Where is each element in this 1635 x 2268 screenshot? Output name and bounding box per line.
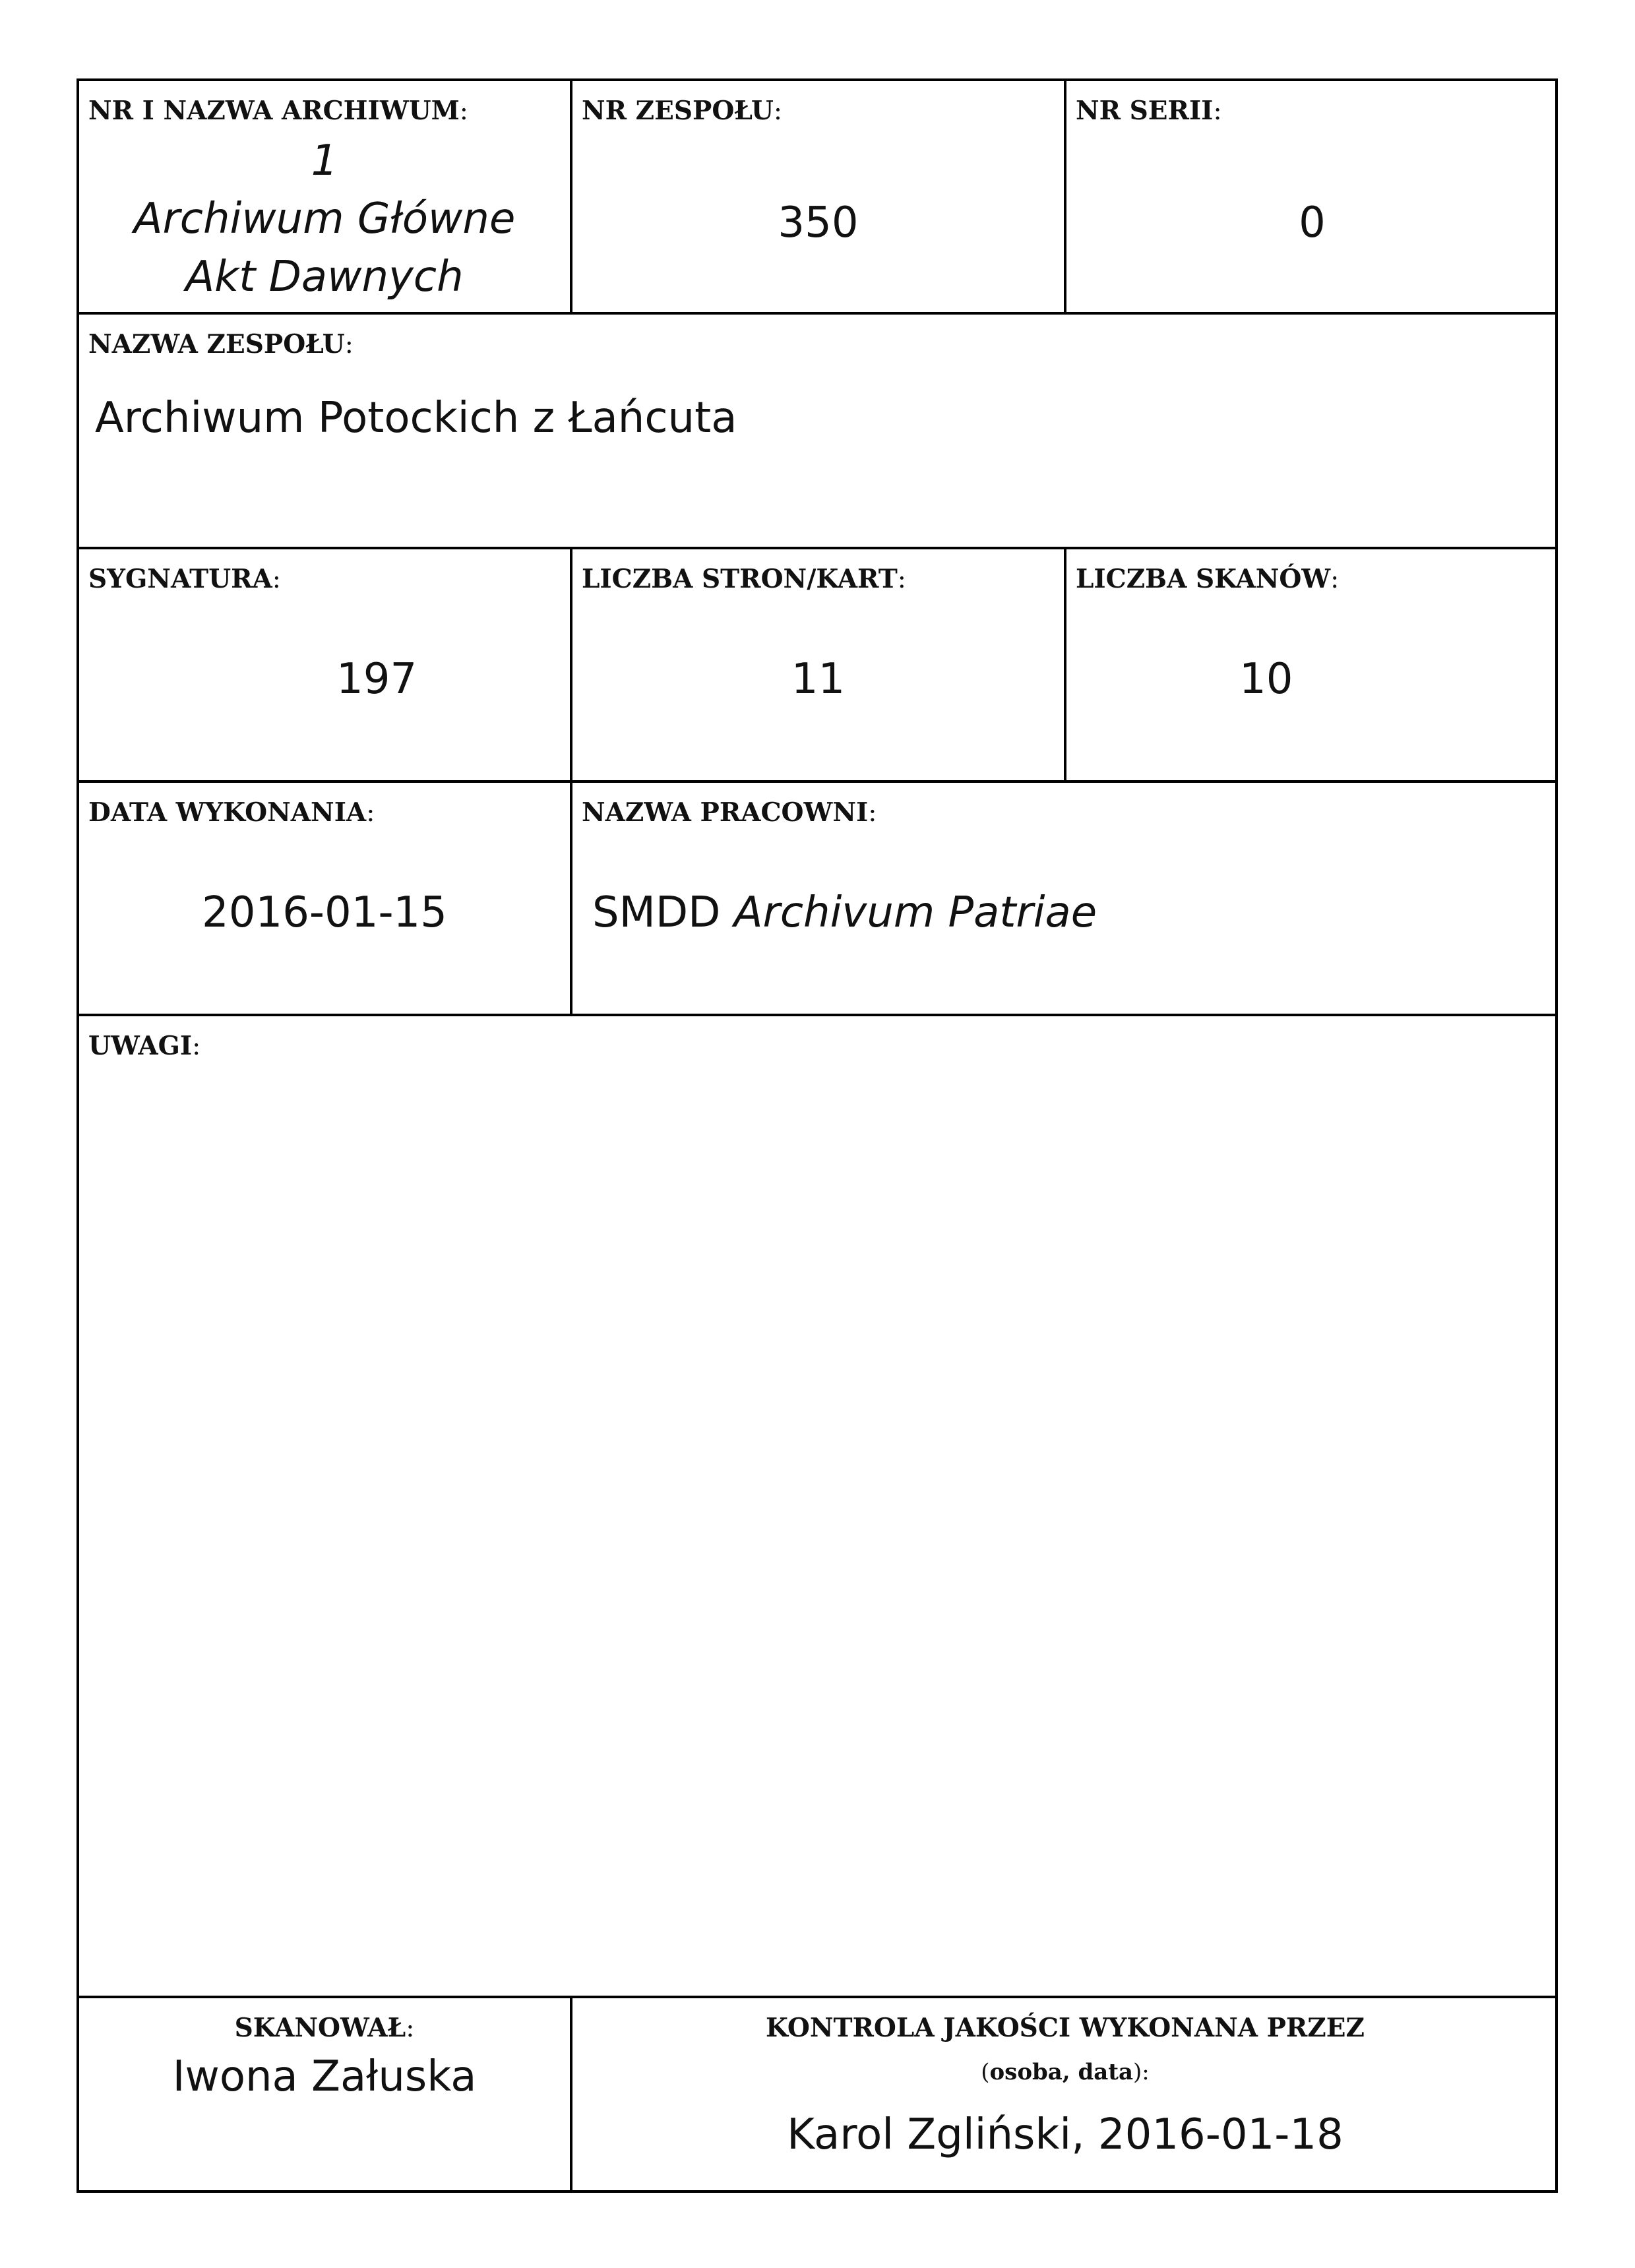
date-cell xyxy=(79,783,572,1016)
series-label: NR SERII: xyxy=(1076,96,1222,126)
archive-number: 1 xyxy=(311,137,338,185)
scanned-by-value: Iwona Załuska xyxy=(172,2052,477,2101)
workshop-label: NAZWA PRACOWNI: xyxy=(582,797,877,828)
quality-control-cell xyxy=(572,1998,1558,2193)
signature-cell xyxy=(79,549,572,783)
notes-cell xyxy=(79,1016,1558,1998)
scans-value: 10 xyxy=(1239,655,1293,704)
fonds-name-cell xyxy=(79,315,1558,549)
pages-value: 11 xyxy=(791,655,846,704)
scanned-by-cell xyxy=(79,1998,572,2193)
quality-control-sublabel: (osoba, data): xyxy=(981,2059,1150,2085)
series-cell xyxy=(1066,81,1558,315)
archive-name-line2: Akt Dawnych xyxy=(185,253,464,301)
quality-control-label: KONTROLA JAKOŚCI WYKONANA PRZEZ xyxy=(766,2013,1365,2043)
scanned-by-label: SKANOWAŁ: xyxy=(234,2013,415,2043)
series-value: 0 xyxy=(1299,199,1326,247)
archive-cell xyxy=(79,81,572,315)
signature-value: 197 xyxy=(336,655,417,704)
workshop-cell xyxy=(572,783,1558,1016)
date-label: DATA WYKONANIA: xyxy=(88,797,375,828)
archive-metadata-form xyxy=(77,78,1558,2193)
archive-name-line1: Archiwum Główne xyxy=(133,195,516,243)
fonds-name-label: NAZWA ZESPOŁU: xyxy=(88,329,354,359)
workshop-name: Archivum Patriae xyxy=(733,888,1097,937)
pages-cell xyxy=(572,549,1066,783)
notes-label: UWAGI: xyxy=(88,1031,201,1061)
fonds-name-value: Archiwum Potockich z Łańcuta xyxy=(95,394,737,443)
signature-label: SYGNATURA: xyxy=(88,564,281,594)
scans-cell xyxy=(1066,549,1558,783)
quality-control-value: Karol Zgliński, 2016-01-18 xyxy=(787,2110,1343,2159)
scans-label: LICZBA SKANÓW: xyxy=(1076,564,1340,594)
workshop-prefix: SMDD xyxy=(592,888,721,937)
pages-label: LICZBA STRON/KART: xyxy=(582,564,906,594)
fonds-number-cell xyxy=(572,81,1066,315)
archive-label: NR I NAZWA ARCHIWUM: xyxy=(88,96,468,126)
date-value: 2016-01-15 xyxy=(202,888,447,937)
fonds-number-label: NR ZESPOŁU: xyxy=(582,96,783,126)
fonds-number-value: 350 xyxy=(778,199,859,247)
workshop-value xyxy=(592,888,1097,937)
